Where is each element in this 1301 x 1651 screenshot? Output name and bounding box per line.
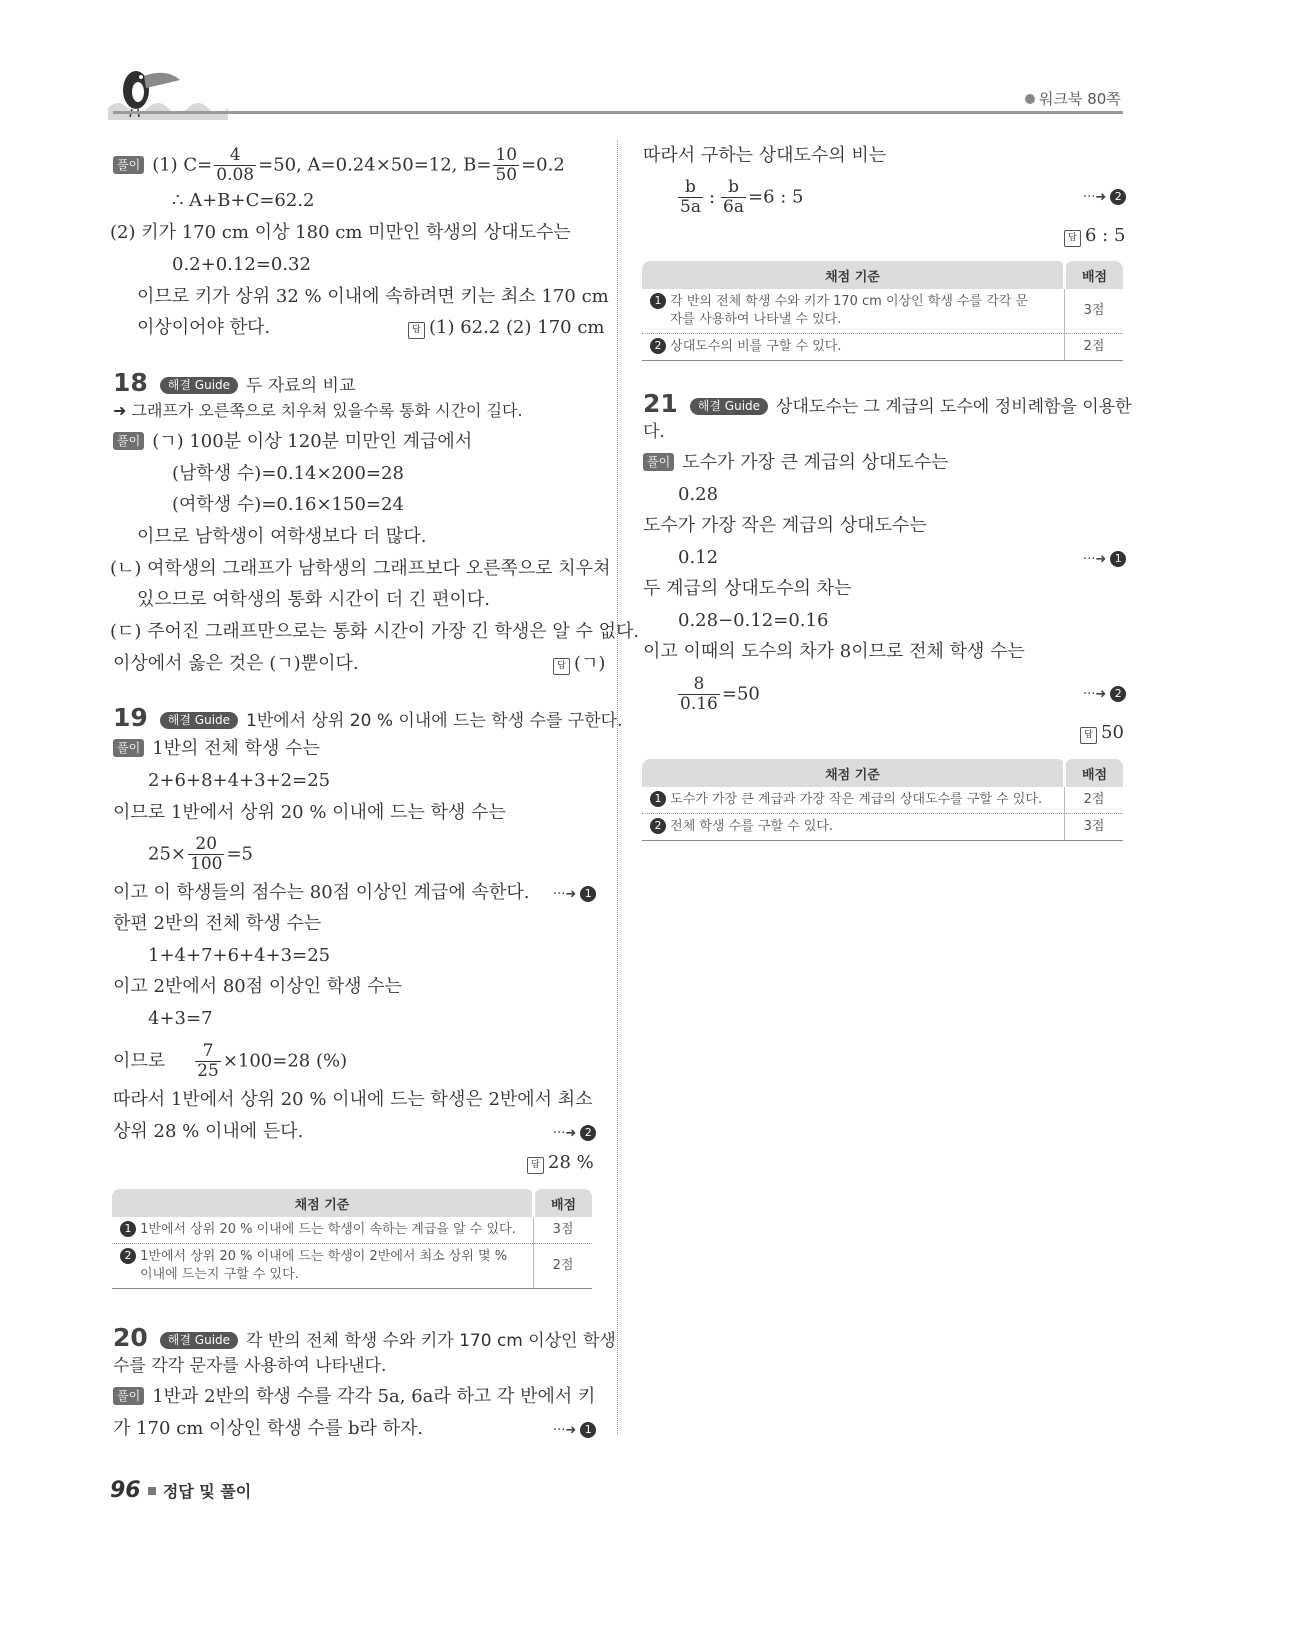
bullet-icon xyxy=(1025,94,1035,104)
solution-badge: 풀이 xyxy=(113,432,144,450)
criteria-row: 1 1반에서 상위 20 % 이내에 드는 학생이 속하는 계급을 알 수 있다. xyxy=(112,1217,534,1244)
q21-line: 0.28 xyxy=(678,484,719,505)
page-number: 96 xyxy=(110,1478,141,1503)
q21-line: 두 계급의 상대도수의 차는 xyxy=(643,578,852,599)
q18-line: 있으므로 여학생의 통화 시간이 더 긴 편이다. xyxy=(137,589,491,610)
q19-answer: 답 28 % xyxy=(527,1151,594,1175)
criteria-row: 2 1반에서 상위 20 % 이내에 드는 학생이 2반에서 최소 상위 몇 % 이내에 드는지 구할 수 있다. xyxy=(112,1244,534,1289)
q19-line: 이고 2반에서 80점 이상인 학생 수는 xyxy=(113,976,403,997)
fraction: $\frac{10}{50}$ xyxy=(495,145,518,185)
step-marker-2: ···➜ 2 xyxy=(553,1120,596,1146)
points-cell: 3점 xyxy=(534,1217,593,1244)
q18-hint: ➜ 그래프가 오른쪽으로 치우쳐 있을수록 통화 시간이 길다. xyxy=(113,401,523,420)
q21-line: 0.28−0.12=0.16 xyxy=(678,610,829,631)
q21-line: 풀이 도수가 가장 큰 계급의 상대도수는 xyxy=(643,451,949,475)
answer-icon: 답 xyxy=(1080,727,1097,744)
fraction: $\frac{8}{0.16}$ xyxy=(680,674,718,714)
q18-heading: 18 해결 Guide 두 자료의 비교 xyxy=(113,368,356,397)
q20-ratio-line: $\frac{b}{5a}$ : $\frac{b}{6a}$ =6 : 5 xyxy=(680,177,804,217)
step-marker-1: ···➜ 1 xyxy=(1083,546,1126,572)
q19-line: 2+6+8+4+3+2=25 xyxy=(148,770,331,791)
footer-divider xyxy=(148,1487,156,1495)
fraction: $\frac{b}{5a}$ xyxy=(680,177,701,217)
solution-badge: 풀이 xyxy=(113,156,144,174)
q21-answer: 답 50 xyxy=(1080,721,1124,745)
q18-line: (ㄴ) 여학생의 그래프가 남학생의 그래프보다 오른쪽으로 치우쳐 xyxy=(110,558,611,579)
q21-line: 도수가 가장 작은 계급의 상대도수는 xyxy=(643,515,927,536)
fraction: $\frac{7}{25}$ xyxy=(197,1041,219,1081)
fraction: $\frac{20}{100}$ xyxy=(190,834,223,874)
q19-line: 따라서 1반에서 상위 20 % 이내에 드는 학생은 2반에서 최소 xyxy=(113,1089,593,1110)
answer-icon: 답 xyxy=(553,658,570,675)
q20-scoring-table xyxy=(642,261,1123,361)
step-marker-2: ···➜ 2 xyxy=(1083,681,1126,707)
q17-text-line: 이므로 키가 상위 32 % 이내에 속하려면 키는 최소 170 cm xyxy=(137,286,609,307)
criteria-row: 1 도수가 가장 큰 계급과 가장 작은 계급의 상대도수를 구할 수 있다. xyxy=(642,787,1065,814)
points-cell: 3점 xyxy=(1065,289,1124,334)
q18-line: (남학생 수)=0.14×200=28 xyxy=(172,463,404,484)
points-header: 배점 xyxy=(1065,759,1124,787)
criteria-header: 채점 기준 xyxy=(642,261,1065,289)
q21-fraction-line: $\frac{8}{0.16}$ =50 xyxy=(680,674,760,714)
answer-icon: 답 xyxy=(408,322,425,339)
q19-line: 이므로 1반에서 상위 20 % 이내에 드는 학생 수는 xyxy=(113,802,506,823)
points-header: 배점 xyxy=(1065,261,1124,289)
guide-badge: 해결 Guide xyxy=(160,712,238,729)
guide-badge: 해결 Guide xyxy=(160,377,238,394)
q19-fraction-line: 이므로 $\frac{7}{25}$ ×100=28 (%) xyxy=(113,1041,348,1081)
fraction: $\frac{b}{6a}$ xyxy=(723,177,744,217)
step-marker-1: ···➜ 1 xyxy=(553,881,596,907)
q19-line: 상위 28 % 이내에 든다. xyxy=(113,1121,304,1142)
q19-line: 한편 2반의 전체 학생 수는 xyxy=(113,913,322,934)
q19-line: 4+3=7 xyxy=(148,1008,213,1029)
q17-sum-line: ∴ A+B+C=62.2 xyxy=(172,190,315,211)
q19-scoring-table xyxy=(112,1189,592,1289)
toucan-logo xyxy=(108,60,238,130)
q21-heading: 21 해결 Guide 상대도수는 그 계급의 도수에 정비례함을 이용한 xyxy=(643,389,1132,418)
q20-answer: 답 6 : 5 xyxy=(1064,224,1125,248)
q18-line: 이므로 남학생이 여학생보다 더 많다. xyxy=(137,526,427,547)
q17-calc-line: 0.2+0.12=0.32 xyxy=(172,254,311,275)
criteria-header: 채점 기준 xyxy=(642,759,1065,787)
solution-badge: 풀이 xyxy=(113,739,144,757)
criteria-row: 1 각 반의 전체 학생 수와 키가 170 cm 이상인 학생 수를 각각 문 자를 사용하여 나타낼 수 있다. xyxy=(642,289,1065,334)
q18-line: 이상에서 옳은 것은 (ㄱ)뿐이다. xyxy=(113,653,359,674)
q18-line: (여학생 수)=0.16×150=24 xyxy=(172,494,404,515)
q17-text-line: 이상이어야 한다. xyxy=(137,317,271,338)
workbook-reference: 워크북 80쪽 xyxy=(1025,88,1121,109)
page-footer xyxy=(110,1478,251,1503)
guide-badge: 해결 Guide xyxy=(690,398,768,415)
q17-answer: 답 (1) 62.2 (2) 170 cm xyxy=(408,316,604,340)
points-cell: 3점 xyxy=(1065,814,1124,841)
q21-guide-cont: 다. xyxy=(643,422,665,442)
criteria-row: 2 상대도수의 비를 구할 수 있다. xyxy=(642,334,1065,361)
q17-part1-line: 풀이 (1) C= $\frac{4}{0.08}$ =50, A=0.24×50=12, B= $\frac{10}{50}$ =0.2 xyxy=(113,146,565,185)
header-rule xyxy=(113,111,1123,114)
points-cell: 2점 xyxy=(534,1244,593,1289)
q19-line: 이고 이 학생들의 점수는 80점 이상인 계급에 속한다. xyxy=(113,882,530,903)
section-title: 정답 및 풀이 xyxy=(162,1482,252,1501)
step-marker-1: ···➜ 1 xyxy=(553,1417,596,1443)
q19-fraction-line: 25× $\frac{20}{100}$ =5 xyxy=(148,834,253,874)
solution-badge: 풀이 xyxy=(643,453,674,471)
fraction: $\frac{4}{0.08}$ xyxy=(216,145,255,185)
criteria-header: 채점 기준 xyxy=(112,1189,534,1217)
q21-line: 이고 이때의 도수의 차가 8이므로 전체 학생 수는 xyxy=(643,641,1025,662)
q19-heading: 19 해결 Guide 1반에서 상위 20 % 이내에 드는 학생 수를 구한다. xyxy=(113,703,623,732)
q20-line: 가 170 cm 이상인 학생 수를 b라 하자. xyxy=(113,1418,424,1439)
guide-badge: 해결 Guide xyxy=(160,1332,238,1349)
q19-line: 풀이 1반의 전체 학생 수는 xyxy=(113,737,320,761)
q20-line: 따라서 구하는 상대도수의 비는 xyxy=(643,145,887,166)
q18-line: 풀이 (ㄱ) 100분 이상 120분 미만인 계급에서 xyxy=(113,430,472,454)
q20-line: 풀이 1반과 2반의 학생 수를 각각 5a, 6a라 하고 각 반에서 키 xyxy=(113,1385,595,1409)
points-header: 배점 xyxy=(534,1189,593,1217)
criteria-row: 2 전체 학생 수를 구할 수 있다. xyxy=(642,814,1065,841)
step-marker-2: ···➜ 2 xyxy=(1083,184,1126,210)
q17-part2-line: (2) 키가 170 cm 이상 180 cm 미만인 학생의 상대도수는 xyxy=(110,222,571,243)
q20-guide-cont: 수를 각각 문자를 사용하여 나타낸다. xyxy=(113,1356,387,1376)
answer-icon: 답 xyxy=(1064,230,1081,247)
solution-badge: 풀이 xyxy=(113,1387,144,1405)
q18-answer: 답 (ㄱ) xyxy=(553,652,605,676)
q21-line: 0.12 xyxy=(678,547,719,568)
q21-scoring-table xyxy=(642,759,1123,841)
q18-line: (ㄷ) 주어진 그래프만으로는 통화 시간이 가장 긴 학생은 알 수 없다. xyxy=(110,621,640,642)
points-cell: 2점 xyxy=(1065,334,1124,361)
points-cell: 2점 xyxy=(1065,787,1124,814)
q20-heading: 20 해결 Guide 각 반의 전체 학생 수와 키가 170 cm 이상인 학생 xyxy=(113,1323,616,1352)
q19-line: 1+4+7+6+4+3=25 xyxy=(148,945,331,966)
answer-icon: 답 xyxy=(527,1157,544,1174)
column-divider xyxy=(617,140,618,1435)
